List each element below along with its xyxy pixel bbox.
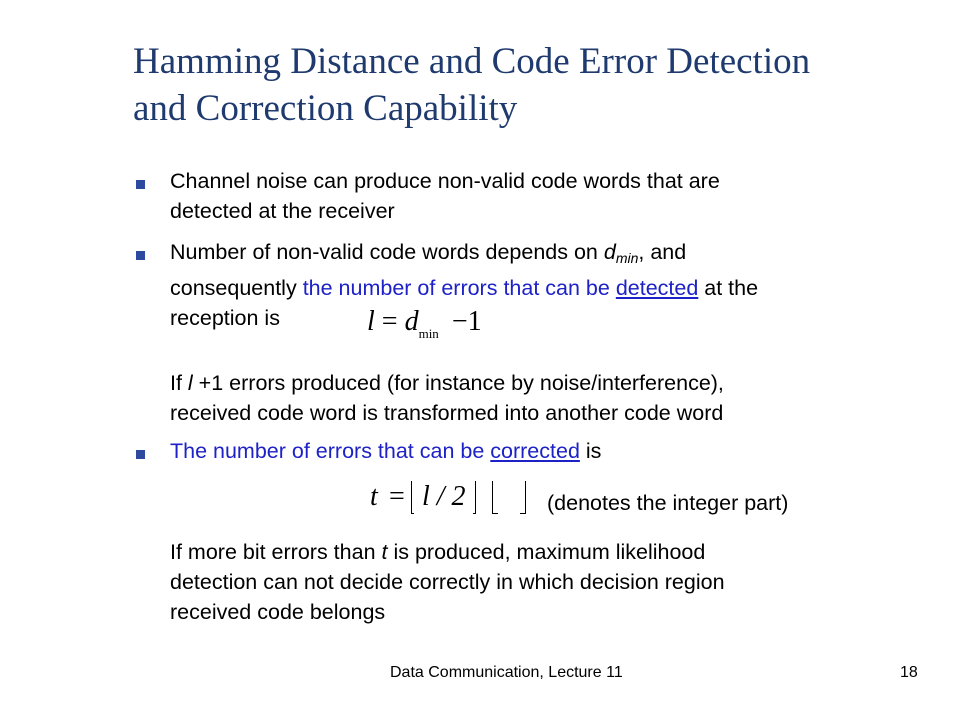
detected-word: detected	[615, 276, 699, 300]
floor-bracket-right	[473, 481, 476, 514]
bullet-3-continuation: If more bit errors than t is produced, maximum likelihood detection can not decide correctly in which decision region received code belongs	[170, 540, 725, 624]
bullet-marker-3	[136, 450, 145, 459]
bullet-marker-1	[136, 180, 145, 189]
formula-detection: $l = d_{min} -1$	[367, 306, 482, 341]
slide-title	[133, 38, 933, 132]
title-line-2: and Correction Capability	[133, 88, 518, 129]
footer-course: Data Communication, Lecture 11	[390, 664, 623, 681]
bullet-1-text: Channel noise can produce non-valid code words that are detected at the receiver	[170, 169, 720, 223]
formula-correction: t = l / 2	[370, 481, 540, 515]
bullet-2-continuation: If l +1 errors produced (for instance by noise/interference), received code word is transformed into another code word	[170, 371, 724, 425]
bullet-3-text: The number of errors that can be corrected is	[170, 439, 602, 463]
integer-part-note: (denotes the integer part)	[547, 491, 789, 515]
floor-symbol-right	[520, 481, 526, 514]
floor-bracket-left	[411, 481, 414, 514]
title-line-1: Hamming Distance and Code Error Detection	[133, 41, 811, 82]
page-number: 18	[900, 664, 918, 681]
corrected-word: corrected	[490, 439, 580, 463]
floor-symbol-left	[492, 481, 498, 514]
bullet-marker-2	[136, 251, 145, 260]
bullet-2-text: Number of non-valid code words depends on $d_{min}$, and consequently the number of errors that can be detected at the reception is	[170, 240, 759, 330]
